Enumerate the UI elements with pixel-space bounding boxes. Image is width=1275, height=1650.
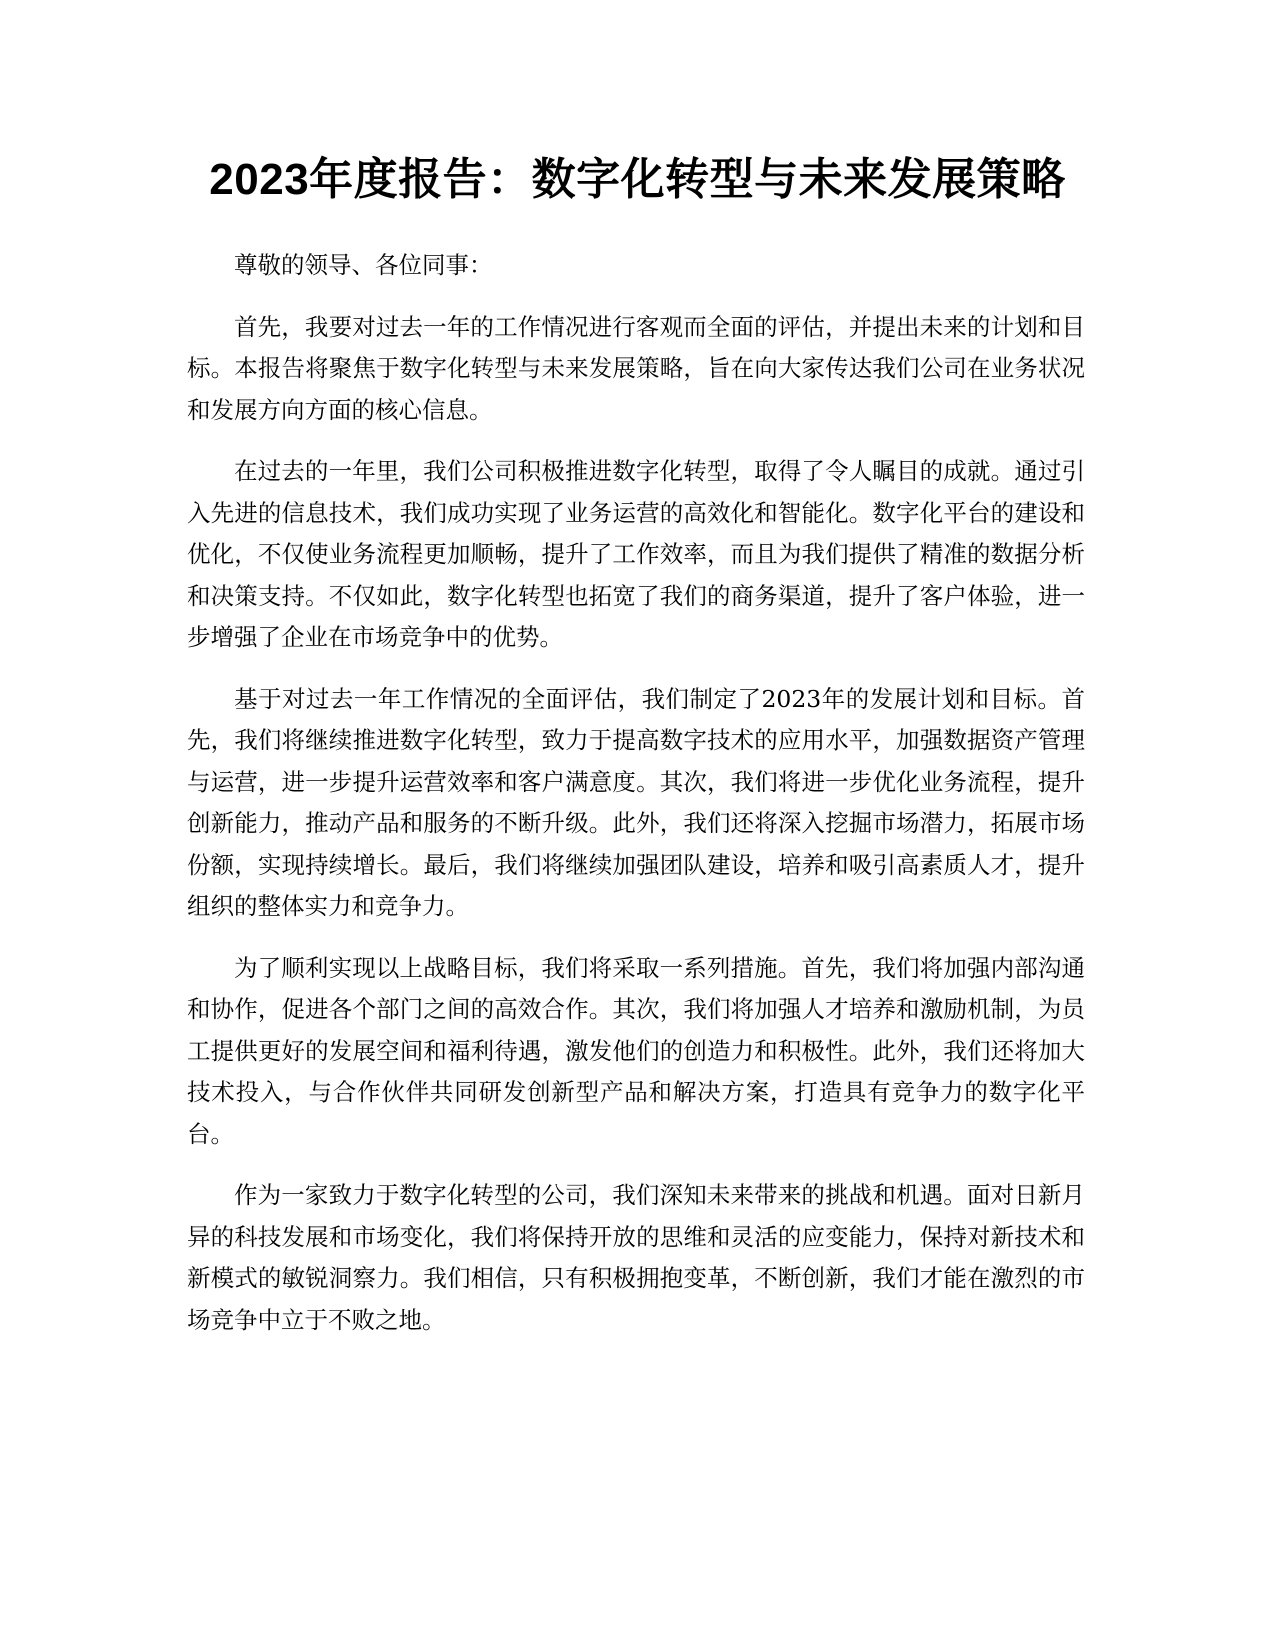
greeting-paragraph: 尊敬的领导、各位同事： [234, 251, 493, 279]
document-title: 2023年度报告：数字化转型与未来发展策略 [209, 155, 1066, 204]
body-paragraph-outlook: 作为一家致力于数字化转型的公司，我们深知未来带来的挑战和机遇。面对日新月异的科技发展和市场变化，我们将保持开放的思维和灵活的应变能力，保持对新技术和新模式的敏锐洞察力。我们相信，只有积极拥抱变革，不断创新，我们才能在激烈的市场竞争中立于不败之地。 [187, 1181, 1085, 1334]
body-paragraph-plans: 基于对过去一年工作情况的全面评估，我们制定了2023年的发展计划和目标。首先，我们将继续推进数字化转型，致力于提高数字技术的应用水平，加强数据资产管理与运营，进一步提升运营效率和客户满意度。其次，我们将进一步优化业务流程，提升创新能力，推动产品和服务的不断升级。此外，我们还将深入挖掘市场潜力，拓展市场份额，实现持续增长。最后，我们将继续加强团队建设，培养和吸引高素质人才，提升组织的整体实力和竞争力。 [187, 684, 1085, 920]
body-paragraph-intro: 首先，我要对过去一年的工作情况进行客观而全面的评估，并提出未来的计划和目标。本报告将聚焦于数字化转型与未来发展策略，旨在向大家传达我们公司在业务状况和发展方向方面的核心信息。 [187, 312, 1085, 424]
document-body [187, 245, 1085, 1361]
body-paragraph-measures: 为了顺利实现以上战略目标，我们将采取一系列措施。首先，我们将加强内部沟通和协作，促进各个部门之间的高效合作。其次，我们将加强人才培养和激励机制，为员工提供更好的发展空间和福利待遇，激发他们的创造力和积极性。此外，我们还将加大技术投入，与合作伙伴共同研发创新型产品和解决方案，打造具有竞争力的数字化平台。 [187, 953, 1085, 1148]
body-paragraph-achievements: 在过去的一年里，我们公司积极推进数字化转型，取得了令人瞩目的成就。通过引入先进的信息技术，我们成功实现了业务运营的高效化和智能化。数字化平台的建设和优化，不仅使业务流程更加顺畅，提升了工作效率，而且为我们提供了精准的数据分析和决策支持。不仅如此，数字化转型也拓宽了我们的商务渠道，提升了客户体验，进一步增强了企业在市场竞争中的优势。 [187, 457, 1085, 651]
